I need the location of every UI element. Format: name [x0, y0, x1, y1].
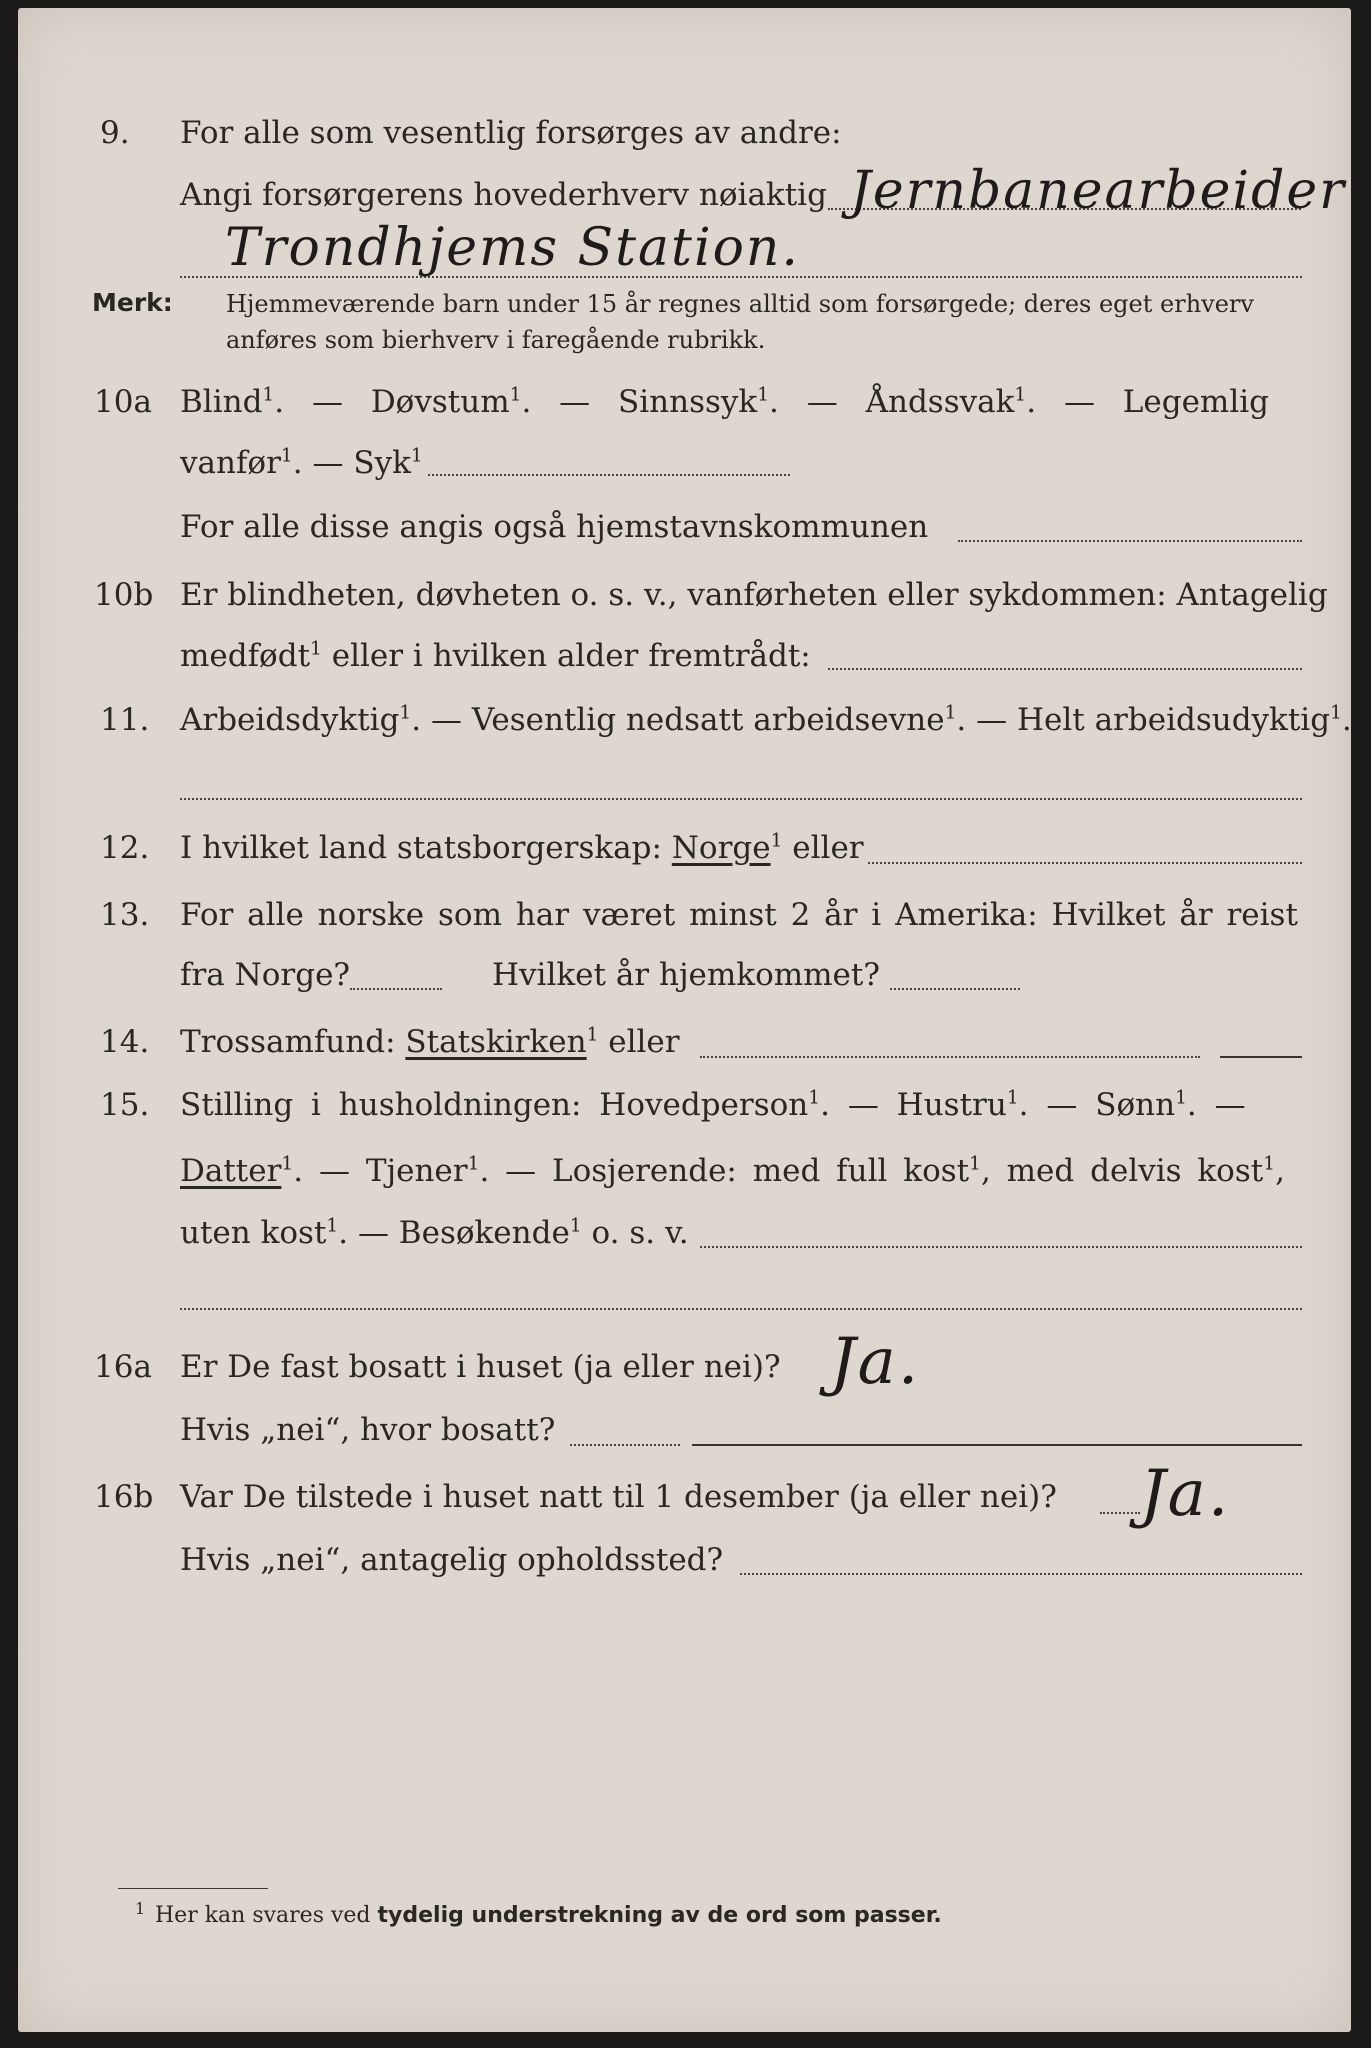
answer-line — [570, 1444, 680, 1446]
footnote-text: Her kan svares ved — [155, 1903, 378, 1928]
footnote-ref: 1 — [310, 638, 322, 660]
footnote-marker: 1 — [135, 1899, 146, 1918]
question-number: 16b — [94, 1479, 154, 1515]
footnote — [135, 1899, 942, 1928]
footnote-ref: 1 — [509, 384, 522, 406]
footnote-ref: 1 — [410, 445, 423, 467]
footnote-ref: 1 — [399, 702, 412, 724]
footnote-ref: 1 — [808, 1087, 821, 1109]
question-text: Datter$^1$. — Tjener$^1$. — Losjerende: med full kost$^1$, med delvis kost$^1$, — [180, 1153, 1285, 1189]
footnote-ref: 1 — [1014, 384, 1027, 406]
question-text: Blind$^1$. — Døvstum$^1$. — Sinnssyk$^1$. — Åndssvak$^1$. — Legemlig — [180, 384, 1270, 420]
answer-line — [700, 1246, 1302, 1248]
answer-line — [700, 1056, 1200, 1058]
handwritten-answer: Jernbanearbeider — [850, 161, 1346, 221]
footnote-rule — [118, 1888, 268, 1889]
footnote-ref: 1 — [969, 1153, 981, 1175]
answer-line — [428, 474, 790, 476]
underlined-answer: Norge — [671, 830, 771, 866]
footnote-ref: 1 — [586, 1024, 599, 1046]
answer-line — [350, 988, 442, 990]
note-text: anføres som bierhverv i faregående rubrikk. — [226, 326, 766, 354]
question-number: 12. — [100, 830, 150, 866]
answer-line — [828, 668, 1302, 670]
question-text: Hvilket år hjemkommet? — [492, 957, 880, 993]
answer-line — [890, 988, 1020, 990]
question-text: I hvilket land statsborgerskap: Norge$^1$ eller — [180, 830, 864, 866]
question-text: medfødt$^1$ eller i hvilken alder fremtrådt: — [180, 638, 811, 674]
underlined-answer: Statskirken — [405, 1024, 587, 1060]
question-number: 16a — [94, 1349, 152, 1385]
question-text: Hvis „nei“, antagelig opholdssted? — [180, 1542, 724, 1578]
handwritten-answer: Ja. — [1140, 1457, 1231, 1531]
footnote-ref: 1 — [569, 1215, 582, 1237]
footnote-ref: 1 — [757, 384, 770, 406]
answer-line — [180, 1308, 1302, 1310]
question-text: Hvis „nei“, hvor bosatt? — [180, 1412, 556, 1448]
footnote-ref: 1 — [1330, 702, 1342, 724]
question-number: 11. — [100, 702, 150, 738]
footnote-ref: 1 — [944, 702, 957, 724]
question-text: For alle disse angis også hjemstavnskommunen — [180, 509, 929, 545]
question-text: Er blindheten, døvheten o. s. v., vanførheten eller sykdommen: Antagelig — [180, 577, 1328, 613]
answer-line — [1100, 1512, 1140, 1514]
question-number: 14. — [100, 1024, 150, 1060]
answer-line — [958, 540, 1302, 542]
footnote-ref: 1 — [280, 445, 293, 467]
answer-line — [868, 862, 1302, 864]
question-text: vanfør$^1$. — Syk$^1$ — [180, 445, 423, 481]
note-text: Hjemmeværende barn under 15 år regnes alltid som forsørgede; deres eget erhverv — [226, 290, 1254, 318]
answer-line — [1220, 1056, 1302, 1058]
question-number: 9. — [100, 115, 130, 151]
question-number: 10a — [94, 384, 152, 420]
question-text: Var De tilstede i huset natt til 1 desember (ja eller nei)? — [180, 1479, 1057, 1515]
footnote-ref: 1 — [326, 1215, 339, 1237]
footnote-ref: 1 — [281, 1153, 294, 1175]
footnote-ref: 1 — [770, 830, 783, 852]
question-text: Angi forsørgerens hovederhverv nøiaktig — [180, 177, 827, 213]
answer-line — [692, 1444, 1302, 1446]
footnote-ref: 1 — [262, 384, 275, 406]
question-number: 15. — [100, 1087, 150, 1123]
footnote-ref: 1 — [467, 1153, 480, 1175]
question-text: fra Norge? — [180, 957, 351, 993]
footnote-ref: 1 — [1175, 1087, 1187, 1109]
question-text: Trossamfund: Statskirken$^1$ eller — [180, 1024, 680, 1060]
handwritten-answer: Ja. — [830, 1325, 921, 1399]
question-text: Stilling i husholdningen: Hovedperson$^1$. — Hustru$^1$. — Sønn$^1$. — — [180, 1087, 1246, 1123]
question-text: Er De fast bosatt i huset (ja eller nei)? — [180, 1349, 781, 1385]
question-number: 10b — [94, 577, 154, 613]
question-text: uten kost$^1$. — Besøkende$^1$ o. s. v. — [180, 1215, 689, 1251]
question-text: For alle norske som har været minst 2 år i Amerika: Hvilket år reist — [180, 897, 1298, 933]
footnote-emphasis: tydelig understrekning av de ord som passer. — [377, 1903, 942, 1928]
question-number: 13. — [100, 897, 150, 933]
footnote-ref: 1 — [1006, 1087, 1019, 1109]
underlined-answer: Datter — [180, 1153, 282, 1189]
note-label: Merk: — [92, 288, 173, 317]
question-text: Arbeidsdyktig$^1$. — Vesentlig nedsatt arbeidsevne$^1$. — Helt arbeidsudyktig$^1$. — [180, 702, 1352, 738]
question-text: For alle som vesentlig forsørges av andre: — [180, 115, 842, 151]
handwritten-answer: Trondhjems Station. — [225, 218, 800, 278]
answer-line — [180, 798, 1302, 800]
footnote-ref: 1 — [1263, 1153, 1276, 1175]
answer-line — [740, 1573, 1302, 1575]
